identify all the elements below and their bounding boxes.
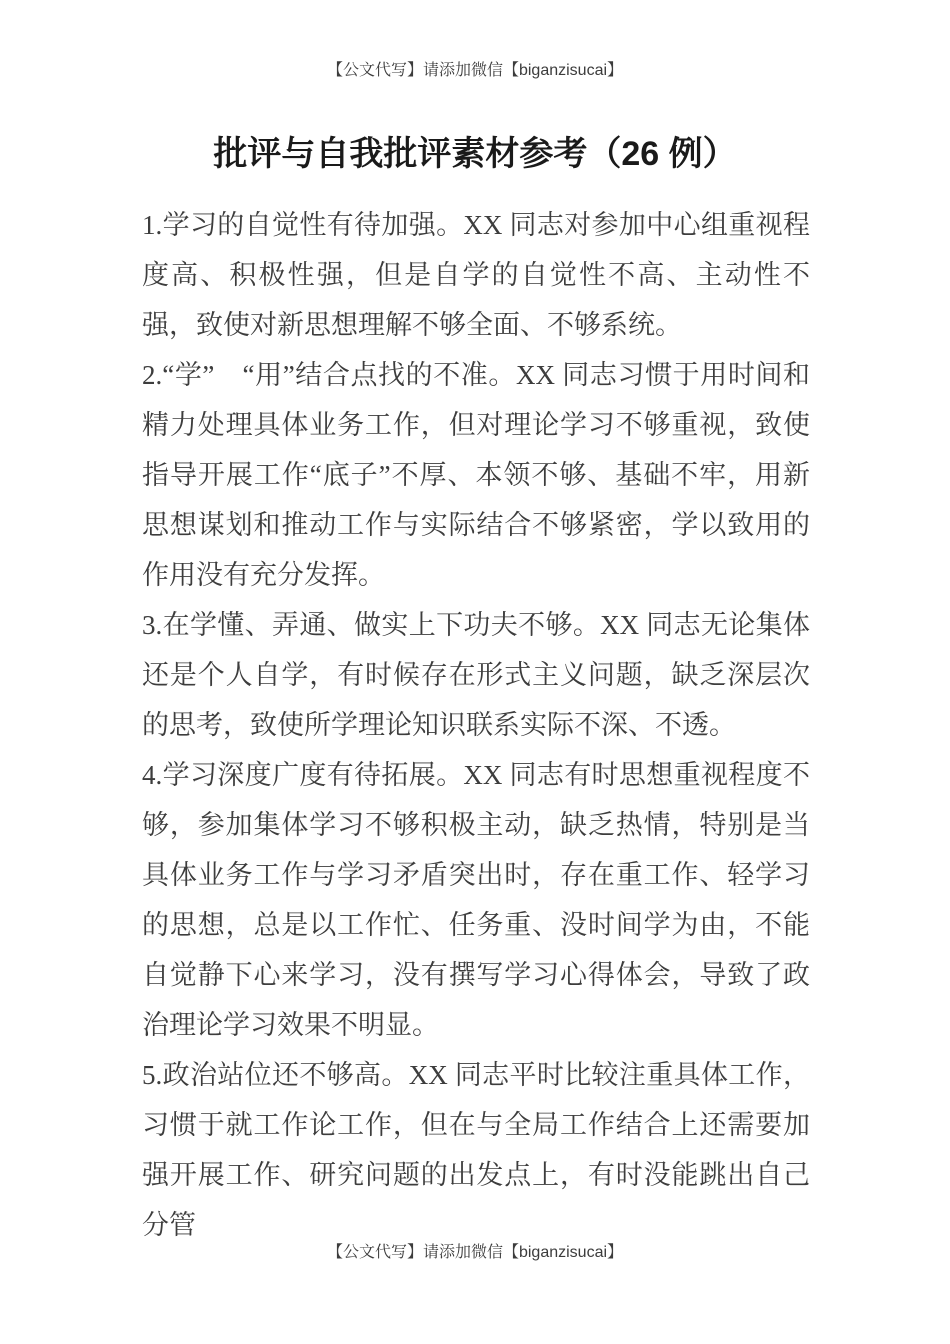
document-body — [142, 200, 810, 1250]
paragraph-5: 5.政治站位还不够高。XX 同志平时比较注重具体工作，习惯于就工作论工作，但在与全局工作结合上还需要加强开展工作、研究问题的出发点上，有时没能跳出自己分管 — [142, 1060, 810, 1240]
paragraph-2: 2.“学” “用”结合点找的不准。XX 同志习惯于用时间和精力处理具体业务工作，但对理论学习不够重视，致使指导开展工作“底子”不厚、本领不够、基础不牢，用新思想谋划和推动工作与实际结合不够紧密，学以致用的作用没有充分发挥。 — [142, 360, 810, 590]
watermark-header: 【公文代写】请添加微信【biganzisucai】 — [326, 62, 624, 79]
document-title: 批评与自我批评素材参考（26 例） — [213, 135, 737, 173]
paragraph-4: 4.学习深度广度有待拓展。XX 同志有时思想重视程度不够，参加集体学习不够积极主动，缺乏热情，特别是当具体业务工作与学习矛盾突出时，存在重工作、轻学习的思想，总是以工作忙、任务重、没时间学为由，不能自觉静下心来学习，没有撰写学习心得体会，导致了政治理论学习效果不明显。 — [142, 760, 810, 1040]
paragraph-1: 1.学习的自觉性有待加强。XX 同志对参加中心组重视程度高、积极性强，但是自学的自觉性不高、主动性不强，致使对新思想理解不够全面、不够系统。 — [142, 210, 810, 340]
paragraph-3: 3.在学懂、弄通、做实上下功夫不够。XX 同志无论集体还是个人自学，有时候存在形式主义问题，缺乏深层次的思考，致使所学理论知识联系实际不深、不透。 — [142, 610, 810, 740]
watermark-footer: 【公文代写】请添加微信【biganzisucai】 — [326, 1244, 624, 1261]
